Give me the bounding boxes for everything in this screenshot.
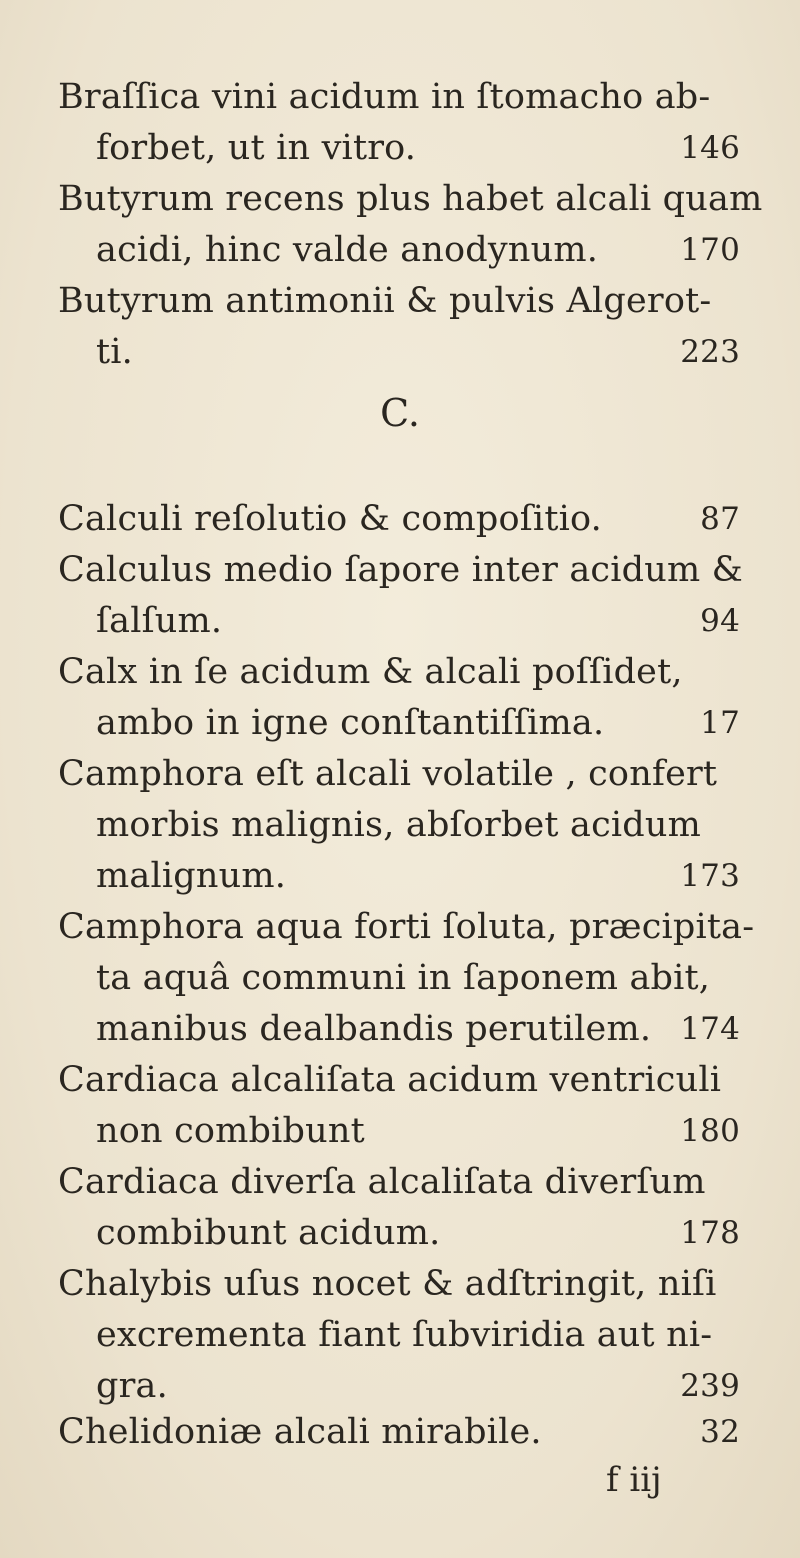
- entry-line: ſalſum.: [96, 601, 223, 641]
- entry-line: ambo in igne conſtantiſſima.: [96, 703, 605, 743]
- entry-line: Calx in ſe acidum & alcali poſſidet,: [58, 652, 683, 692]
- page-number: 94: [700, 603, 740, 639]
- page-number: 178: [680, 1215, 740, 1251]
- index-entry-cardiaca-diversa: [58, 1157, 738, 1259]
- entry-line: combibunt acidum.: [96, 1213, 441, 1253]
- index-entry-brassica: [58, 72, 738, 174]
- entry-line: acidi, hinc valde anodynum.: [96, 230, 599, 270]
- entry-line: Calculi reſolutio & compoſitio.: [58, 499, 602, 539]
- index-entry-butyrum-recens: [58, 174, 763, 276]
- signature-mark: f iij: [606, 1460, 662, 1500]
- index-entry-calx: [58, 647, 738, 749]
- page-number: 146: [680, 130, 740, 166]
- index-entry-cardiaca-alcalisata: [58, 1055, 738, 1157]
- entry-line: forbet, ut in vitro.: [96, 128, 417, 168]
- entry-line: Chalybis uſus nocet & adſtringit, niſi: [58, 1264, 717, 1304]
- section-heading-c: C.: [380, 391, 420, 435]
- index-entry-chalybis: [58, 1259, 738, 1412]
- entry-line: Butyrum antimonii & pulvis Algerot-: [58, 281, 712, 321]
- page-number: 174: [680, 1011, 740, 1047]
- entry-line: gra.: [96, 1366, 168, 1406]
- page-number: 180: [680, 1113, 740, 1149]
- entry-line: morbis malignis, abſorbet acidum: [96, 805, 702, 845]
- index-entry-calculus: [58, 545, 744, 647]
- page-number: 173: [680, 858, 740, 894]
- index-entry-chelidoniae: [58, 1407, 738, 1458]
- entry-line: Calculus medio ſapore inter acidum &: [58, 550, 744, 590]
- page-number: 32: [700, 1414, 740, 1450]
- index-entry-camphora-aqua-forti: [58, 902, 755, 1055]
- index-entry-camphora-volatile: [58, 749, 738, 902]
- page-number: 239: [680, 1368, 740, 1404]
- entry-line: manibus dealbandis perutilem.: [96, 1009, 652, 1049]
- entry-line: non combibunt: [96, 1111, 365, 1151]
- page-number: 17: [700, 705, 740, 741]
- page-number: 223: [680, 334, 740, 370]
- entry-line: Butyrum recens plus habet alcali quam: [58, 179, 763, 219]
- entry-line: excrementa fiant ſubviridia aut ni-: [96, 1315, 713, 1355]
- entry-line: Cardiaca alcaliſata acidum ventriculi: [58, 1060, 722, 1100]
- index-entry-butyrum-antimonii: [58, 276, 738, 378]
- entry-line: malignum.: [96, 856, 287, 896]
- index-entry-calculi: [58, 494, 738, 545]
- entry-line: Camphora aqua forti ſoluta, præcipita-: [58, 907, 755, 947]
- entry-line: ti.: [96, 332, 133, 372]
- entry-line: Cardiaca diverſa alcaliſata diverſum: [58, 1162, 706, 1202]
- page-number: 170: [680, 232, 740, 268]
- entry-line: ta aquâ communi in ſaponem abit,: [96, 958, 711, 998]
- entry-line: Braſſica vini acidum in ſtomacho ab-: [58, 77, 711, 117]
- entry-line: Camphora eſt alcali volatile , confert: [58, 754, 718, 794]
- entry-line: Chelidoniæ alcali mirabile.: [58, 1412, 542, 1452]
- page-number: 87: [700, 501, 740, 537]
